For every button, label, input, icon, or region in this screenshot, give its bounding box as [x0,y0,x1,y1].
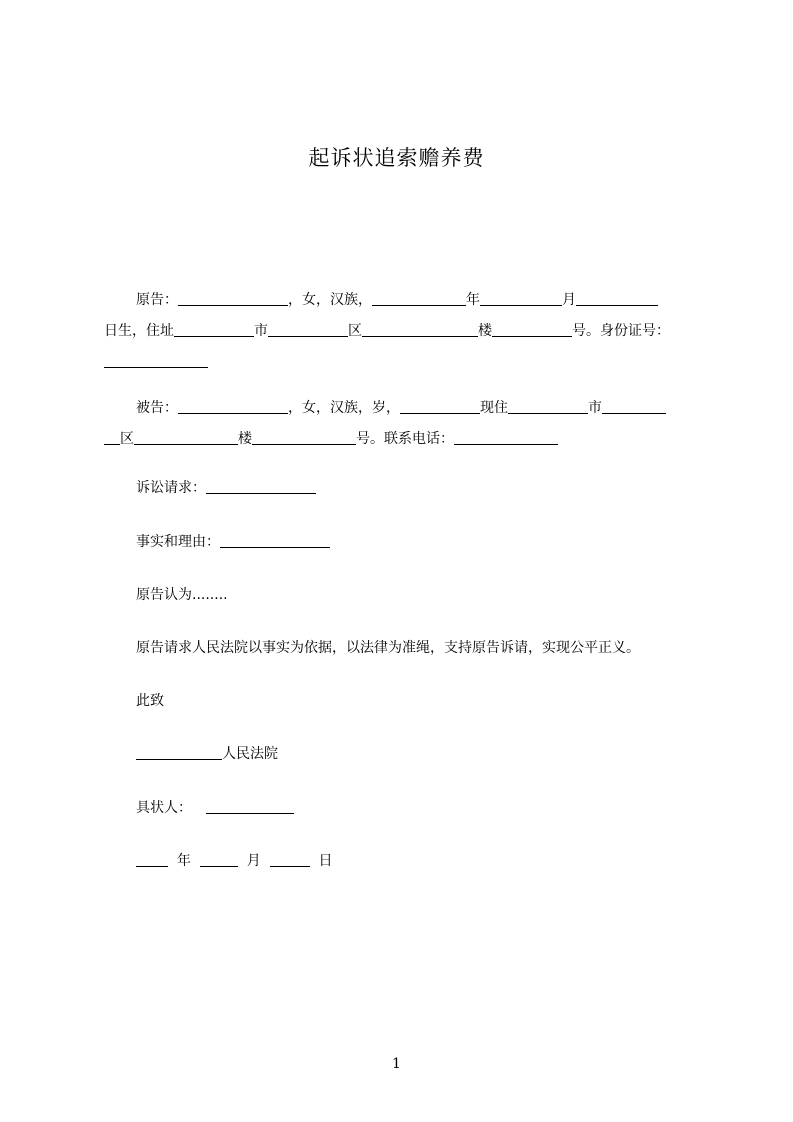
defendant-gender-ethnicity-age: ，女，汉族，岁， [288,400,400,416]
opinion-paragraph [104,580,704,611]
defendant-building-blank [134,430,238,445]
date-month-text: 月 [246,853,261,869]
plaintiff-district-blank [268,322,348,337]
defendant-age-blank [400,399,480,414]
plaintiff-paragraph [104,285,704,378]
court-suffix-text: 人民法院 [222,746,278,762]
salutation-text: 此致 [136,693,164,709]
claims-paragraph [104,473,704,504]
signer-paragraph [104,793,704,824]
defendant-phone-label: 号。联系电话： [356,431,454,447]
plaintiff-number-blank [492,322,572,337]
defendant-city-text: 市 [588,400,602,416]
plaintiff-opinion-text: 原告认为........ [136,587,228,603]
plaintiff-id-blank [104,353,208,368]
defendant-name-blank [178,399,288,414]
plaintiff-birth-address-text: 日生，住址 [104,323,174,339]
plaintiff-name-blank [178,291,288,306]
facts-label: 事实和理由： [136,534,220,550]
facts-paragraph [104,527,704,558]
date-year-text: 年 [176,853,191,869]
date-year-blank [136,852,168,867]
date-day-blank [270,852,310,867]
plaintiff-birth-month-blank [480,291,562,306]
plaintiff-label: 原告： [136,292,178,308]
defendant-phone-blank [454,430,558,445]
defendant-residence-text: 现住 [480,400,508,416]
defendant-paragraph [104,393,704,455]
date-month-blank [200,852,238,867]
date-paragraph [104,846,704,877]
plaintiff-birth-year-blank [372,291,466,306]
request-text: 原告请求人民法院以事实为依据，以法律为准绳，支持原告诉请，实现公平正义。 [136,640,640,656]
defendant-district-text: 区 [120,431,134,447]
defendant-city-blank [508,399,588,414]
court-name-blank [136,745,222,760]
claims-label: 诉讼请求： [136,480,206,496]
plaintiff-building-blank [362,322,478,337]
signer-blank [206,799,294,814]
date-day-text: 日 [318,853,333,869]
plaintiff-birth-day-blank [576,291,658,306]
signer-label: 具状人： [136,800,192,816]
plaintiff-month-text: 月 [562,292,576,308]
defendant-label: 被告： [136,400,178,416]
document-title: 起诉状追索赡养费 [308,146,485,170]
court-paragraph [104,739,704,770]
defendant-district-blank-a [602,399,666,414]
page-number: 1 [392,1056,401,1072]
defendant-building-text: 楼 [238,431,252,447]
salutation-paragraph [104,686,704,717]
plaintiff-city-blank [174,322,254,337]
plaintiff-building-text: 楼 [478,323,492,339]
defendant-district-blank-b [104,430,120,445]
facts-blank [220,533,330,548]
plaintiff-gender-ethnicity: ，女，汉族， [288,292,372,308]
claims-blank [206,479,316,494]
plaintiff-city-text: 市 [254,323,268,339]
plaintiff-year-text: 年 [466,292,480,308]
plaintiff-district-text: 区 [348,323,362,339]
defendant-number-blank [252,430,356,445]
request-paragraph [104,633,704,664]
plaintiff-id-label: 号。身份证号： [572,323,670,339]
